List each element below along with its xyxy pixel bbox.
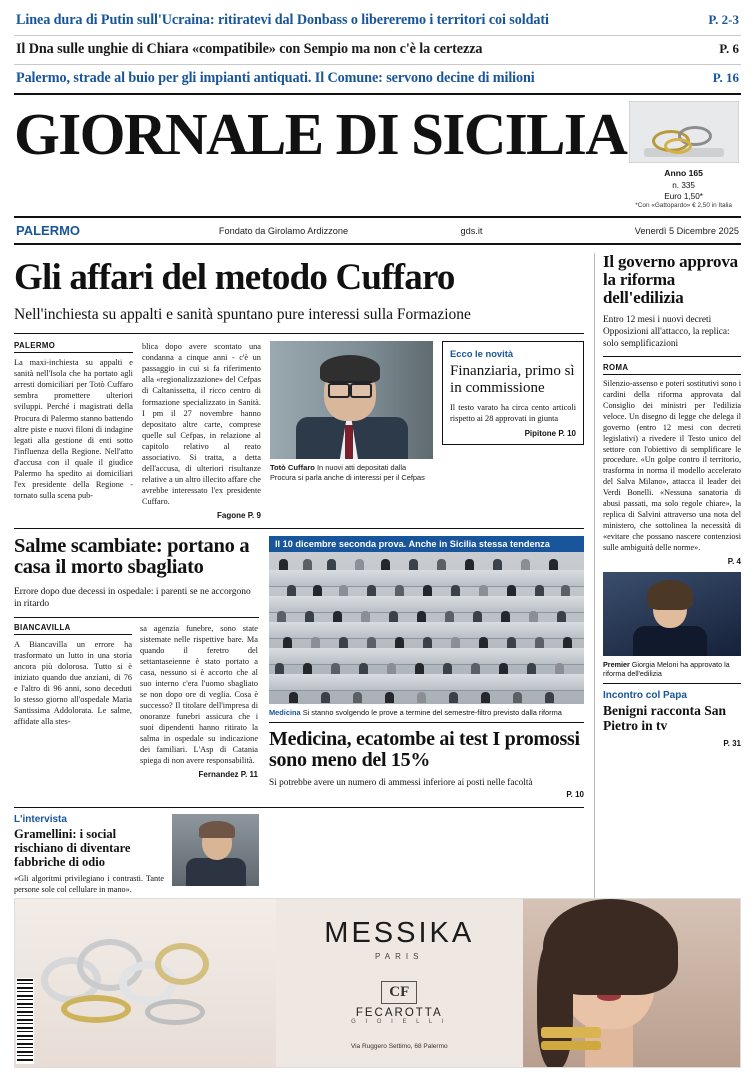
ad-brand-name: MESSIKA	[324, 916, 475, 949]
right-rail	[594, 253, 741, 907]
salme-kicker: BIANCAVILLA	[14, 623, 132, 635]
medicina-strip-headline: Il 10 dicembre seconda prova. Anche in Sicilia stessa tendenza	[269, 536, 584, 552]
box-kicker: Ecco le novità	[450, 348, 514, 360]
rail-kicker: ROMA	[603, 363, 741, 375]
box-headline: Finanziaria, primo sì in commissione	[450, 363, 575, 397]
masthead-meta	[626, 168, 741, 210]
lead-photo-column	[270, 341, 433, 519]
meloni-photo	[603, 572, 741, 656]
issue-year: Anno 165	[664, 168, 703, 178]
box-byline-page: P. 10	[558, 428, 577, 438]
salme-subheadline: Errore dopo due decessi in ospedale: i parenti se ne accorgono in ritardo	[14, 586, 259, 618]
teaser-item[interactable]	[14, 65, 741, 93]
edition-city: PALERMO	[16, 223, 81, 239]
rail-photo-caption	[603, 660, 741, 685]
medicina-photo-caption	[269, 708, 584, 723]
lead-paragraph: blica dopo avere scontato una condanna a cinque anni - c'è un passaggio in cui si fa riferimento alla «regionalizzazione» del Cefpas di Caltanissetta, il ricco centro di formazione specializzato in Sanità. I pm il 27 novembre hanno depositato altre carte, comprese quelle sul Cefpas, in relazione al capitolo relativo al reato associativo. Si tratta, a detta dell'accusa, di ulteriori risultanze relative a un altro illecito affare che avrebbe interessato l'ex presidente Cuffaro.	[141, 342, 261, 506]
bottom-advertisement[interactable]	[14, 898, 741, 1068]
intervista-headline[interactable]: Gramellini: i social rischiano di diventare fabbriche di odio	[14, 827, 131, 869]
lead-byline[interactable]	[142, 511, 261, 520]
intervista-article	[14, 807, 584, 908]
lead-text-column-2	[142, 341, 261, 519]
salme-paragraph: A Biancavilla un errore ha trasformato un lutto in una storia ancora più dolorosa. Tutto si è iniziato quando due anziani, di 76 e l'altro di 96 anni, sono deceduti lo stesso giorno all'ospedale Maria Santissima Addolorata. Le salme, affidate alla stes-	[14, 639, 132, 726]
masthead-info-bar	[14, 216, 741, 245]
lead-article-body	[14, 341, 584, 519]
top-teaser-strip	[14, 0, 741, 95]
salme-article	[14, 536, 259, 799]
salme-byline[interactable]	[140, 770, 258, 779]
gramellini-photo	[172, 814, 259, 886]
teaser-page-ref: P. 16	[712, 70, 739, 85]
ad-brand-block	[276, 899, 523, 1067]
masthead	[14, 95, 741, 210]
issue-number: n. 335	[672, 180, 695, 190]
intervista-text	[14, 814, 164, 908]
teaser-text: Palermo, strade al buio per gli impianti antiquati. Il Comune: servono decine di milioni	[16, 70, 535, 86]
salme-body	[14, 623, 259, 779]
section-divider	[14, 528, 584, 529]
ad-rings-image	[15, 899, 276, 1067]
lead-paragraph: La maxi-inchiesta su appalti e sanità nell'Isola che ha portato agli arresti domiciliari per Totò Cuffaro sembra promettere ulteriori sviluppi. Perché i magistrati della Procura di Palermo stanno battendo altre piste e nuovi filoni di indagine legati alla gestione di enti sotto l'influenza della Regione. Nell'atto d'accusa con il quale il giudice Palermo ha spedito ai domiciliari l'ex presidente della Regione - tornato sulla scena pub-	[14, 358, 133, 500]
teaser-page-ref: P. 6	[719, 41, 739, 56]
caption-kicker: Medicina	[269, 707, 301, 717]
ad-dealer-name: FECAROTTA	[355, 1006, 443, 1019]
rail-page-ref: P. 4	[727, 556, 741, 566]
teaser-item[interactable]	[14, 10, 741, 36]
teaser-text: Linea dura di Putin sull'Ucraina: ritiratevi dal Donbass o libereremo i territori coi soldati	[16, 12, 549, 28]
ad-model-photo	[523, 899, 741, 1067]
finanziaria-box[interactable]	[442, 341, 584, 444]
ad-dealer-address: Via Ruggero Settimo, 68 Palermo	[350, 1042, 448, 1050]
salme-byline-author: Fernandez	[198, 769, 239, 779]
salme-column-2	[140, 623, 258, 779]
barcode	[16, 978, 34, 1064]
main-column	[14, 253, 584, 907]
cuffaro-photo	[270, 341, 433, 459]
medicina-headline[interactable]: Medicina, ecatombe ai test I promossi sono meno del 15%	[269, 727, 580, 772]
ad-dealer-block	[351, 981, 447, 1025]
salme-paragraph: sa agenzia funebre, sono state sistemate nelle rispettive bare. Ma quando il feretro del settantaseienne è stato portato a casa, nessuno si è accorto che al suo interno c'era l'uomo sbagliato se non dopo ore di veglia. Cosa è successo? Il titolare dell'impresa di onoranze funebri assicura che i suoi dipendenti hanno ritirato la salma in ospedale su indicazione dei familiari. L'Asp di Catania spiega di non avere responsabilità.	[140, 623, 258, 765]
issue-price: Euro 1,50*	[664, 191, 703, 201]
lead-subheadline: Nell'inchiesta su appalti e sanità spuntano pure interessi sulla Formazione	[14, 306, 584, 334]
teaser-page-ref: P. 2-3	[708, 12, 739, 27]
photo-caption-text: In nuovi atti depositati dalla Procura si parla anche di interessi per il Cefpas	[269, 463, 425, 483]
lead-box-column	[442, 341, 584, 519]
rail-caption-text: Giorgia Meloni ha approvato la riforma dell'edilizia	[603, 659, 730, 678]
founder-note: Fondato da Girolamo Ardizzone	[218, 225, 349, 236]
issue-date: Venerdì 5 Dicembre 2025	[634, 225, 739, 236]
issue-price-note: *Con «Gattopardo» € 2,50 in Italia	[635, 201, 732, 209]
ad-brand-city: PARIS	[375, 951, 424, 961]
photo-caption-name: Totò Cuffaro	[269, 463, 315, 473]
pope-kicker: Incontro col Papa	[603, 690, 687, 702]
medicina-article	[269, 536, 584, 799]
lecture-hall-photo	[269, 552, 584, 704]
box-byline-author: Pipitone	[524, 428, 557, 438]
lead-text-column-1	[14, 341, 133, 519]
lead-headline[interactable]: Gli affari del metodo Cuffaro	[14, 257, 455, 299]
box-byline[interactable]	[450, 429, 576, 438]
rail-caption-name: Premier	[603, 659, 630, 669]
lead-photo-caption	[270, 463, 433, 482]
teaser-item[interactable]	[14, 36, 741, 65]
box-text: Il testo varato ha circa cento articoli rispetto ai 28 approvati in giunta	[450, 402, 577, 423]
salme-byline-page: P. 11	[240, 769, 258, 779]
salme-headline[interactable]: Salme scambiate: portano a casa il morto sbagliato	[14, 534, 250, 579]
secondary-articles-row	[14, 536, 584, 799]
website-label[interactable]: gds.it	[460, 225, 483, 236]
intervista-kicker: L'intervista	[14, 814, 67, 826]
teaser-text: Il Dna sulle unghie di Chiara «compatibile» con Sempio ma non c'è la certezza	[16, 41, 483, 57]
masthead-title: GIORNALE DI SICILIA	[14, 101, 627, 167]
salme-column-1	[14, 623, 132, 779]
caption-text: Si stanno svolgendo le prove a termine del semestre-filtro previsto dalla riforma	[302, 707, 562, 717]
lead-byline-page: P. 9	[247, 510, 261, 520]
lead-byline-author: Fagone	[217, 510, 246, 520]
medicina-page-ref: P. 10	[566, 790, 584, 800]
rail-paragraph: Silenzio-assenso e poteri sostitutivi sono i cardini della riforma approvata dal Consiglio dei ministri per l'edilizia veloce. Un disegno di legge che delega il governo (entro 12 mesi con decreti legislativi) a rivedere il Testo unico del settore con l'obiettivo di semplificare le procedure. «Un golpe contro il territorio, trasforma in norma il modello accelerato del Salva Milano», attacca il leader dei Verdi Bonelli. «Nessuna sanatoria di abusi passati, ma solo regole chiare», la replica di Salvini attraverso una nota del ministero, che sottolinea la necessità di «evitare che possano nascere contenziosi sulle ambiguità delle norme».	[603, 379, 741, 552]
rail-subheadline: Entro 12 mesi i nuovi decreti Opposizioni all'attacco, la replica: solo semplificazioni	[603, 314, 741, 357]
content-grid	[14, 245, 741, 907]
masthead-sidebox	[626, 101, 741, 210]
rail-headline[interactable]: Il governo approva la riforma dell'edilizia	[603, 252, 738, 308]
pope-headline[interactable]: Benigni racconta San Pietro in tv	[603, 703, 727, 734]
pope-page-ref: P. 31	[723, 739, 741, 749]
ad-dealer-monogram: CF	[381, 981, 417, 1004]
intervista-text-body: «Gli algoritmi privilegiano i contrasti. Tante persone sole col cellulare in mano».	[14, 874, 164, 894]
medicina-subheadline: Si potrebbe avere un numero di ammessi inferiore ai posti nelle facoltà	[269, 778, 533, 789]
jewelry-promo-image	[629, 101, 739, 163]
lead-kicker: PALERMO	[14, 341, 133, 353]
ad-dealer-subtitle: G I O I E L L I	[351, 1018, 448, 1025]
